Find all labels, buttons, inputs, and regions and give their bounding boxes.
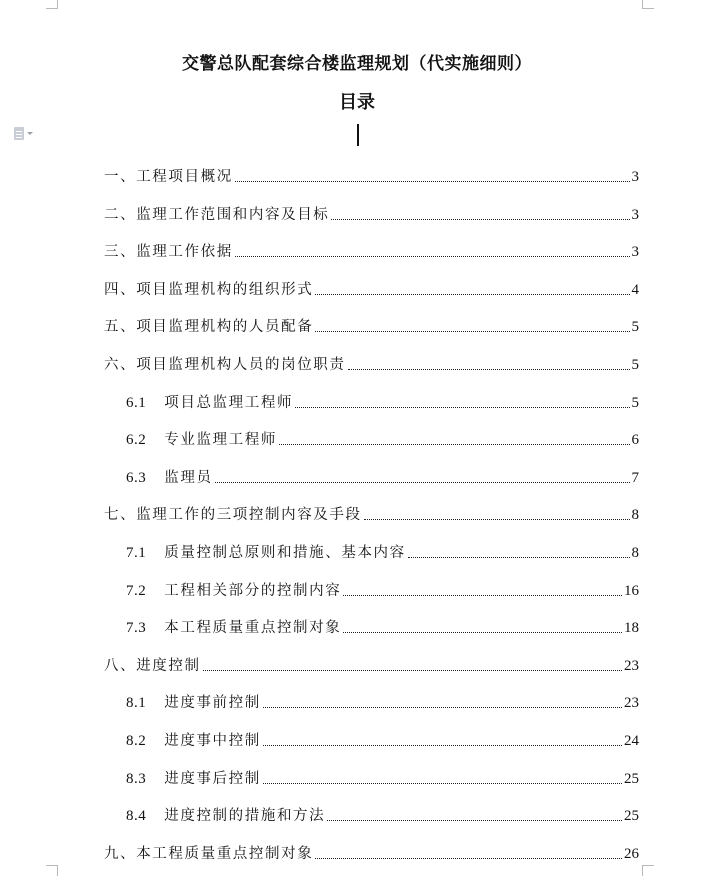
toc-entry-title: 进度控制的措施和方法 [164, 808, 326, 825]
toc-entry-number: 7.2 [126, 582, 147, 599]
toc-entry[interactable] [126, 388, 639, 412]
toc-entry[interactable] [126, 764, 639, 788]
toc-dot-leader [263, 783, 622, 784]
toc-page-number: 24 [624, 733, 639, 749]
toc-entry[interactable] [104, 237, 639, 261]
toc-entry-title: 进度事后控制 [164, 770, 261, 787]
toc-dot-leader [215, 482, 630, 483]
toc-entry-number: 6.2 [126, 432, 147, 449]
toc-dot-leader [331, 219, 629, 220]
page-corner-mark [46, 0, 58, 9]
toc-entry-number: 6.1 [126, 394, 147, 411]
toc-entry-title: 进度事前控制 [164, 695, 261, 712]
toc-dot-leader [295, 407, 629, 408]
chevron-down-icon [27, 132, 33, 135]
toc-dot-leader [235, 181, 630, 182]
toc-dot-leader [263, 745, 622, 746]
toc-page-number: 18 [624, 620, 639, 637]
toc-dot-leader [343, 632, 622, 633]
toc-entry[interactable] [104, 350, 639, 374]
toc-entry[interactable] [104, 162, 639, 186]
toc-dot-leader [315, 331, 629, 332]
toc-entry-number: 6.3 [126, 469, 147, 486]
toc-page-number: 23 [624, 695, 639, 712]
toc-page-number: 5 [631, 357, 639, 373]
toc-entry[interactable] [126, 576, 639, 600]
toc-entry[interactable] [104, 500, 639, 524]
toc-page-number: 3 [631, 169, 639, 185]
toc-page-number: 5 [631, 319, 639, 336]
page-corner-mark [642, 865, 654, 876]
toc-dot-leader [279, 444, 630, 445]
toc-entry[interactable] [104, 312, 639, 336]
toc-entry[interactable] [126, 688, 639, 712]
toc-entry-number: 8.2 [126, 733, 147, 749]
toc-entry-title: 五、项目监理机构的人员配备 [104, 319, 314, 336]
toc-entry-title: 六、项目监理机构人员的岗位职责 [104, 357, 346, 373]
toc-dot-leader [327, 820, 622, 821]
toc-page-number: 7 [631, 469, 639, 486]
toc-entry-title: 本工程质量重点控制对象 [164, 620, 342, 637]
page-corner-mark [46, 865, 58, 876]
toc-entry[interactable] [126, 463, 639, 487]
toc-entry[interactable] [104, 839, 639, 863]
toc-entry-title: 七、监理工作的三项控制内容及手段 [104, 507, 362, 524]
toc-dot-leader [408, 557, 630, 558]
toc-dot-leader [315, 294, 629, 295]
toc-entry[interactable] [104, 651, 639, 675]
toc-dot-leader [343, 595, 622, 596]
toc-page-number: 6 [631, 432, 639, 449]
toc-page-number: 3 [631, 206, 639, 223]
document-icon [14, 127, 24, 140]
toc-entry-title: 质量控制总原则和措施、基本内容 [164, 545, 406, 561]
toc-entry-title: 项目总监理工程师 [164, 394, 294, 411]
toc-entry[interactable] [126, 425, 639, 449]
toc-page-number: 3 [631, 244, 639, 261]
toc-entry-number: 8.1 [126, 695, 147, 712]
toc-entry-number: 7.3 [126, 620, 147, 637]
toc-entry-title: 四、项目监理机构的组织形式 [104, 281, 314, 298]
toc-page-number: 16 [624, 582, 639, 599]
toc-dot-leader [235, 256, 630, 257]
toc-page-number: 4 [631, 281, 639, 298]
text-cursor [357, 124, 359, 146]
toc-entry-title: 专业监理工程师 [164, 432, 277, 449]
toc-entry[interactable] [126, 801, 639, 825]
toc-dot-leader [203, 670, 622, 671]
toc-entry-number: 8.3 [126, 770, 147, 787]
toc-entry[interactable] [104, 200, 639, 224]
toc-page-number: 8 [631, 545, 639, 561]
toc-entry[interactable] [126, 613, 639, 637]
toc-heading: 目录 [339, 92, 375, 113]
toc-dot-leader [348, 369, 630, 370]
toc-entry-title: 监理员 [164, 469, 213, 486]
toc-dot-leader [364, 519, 630, 520]
page-corner-mark [642, 0, 654, 9]
toc-dot-leader [263, 707, 622, 708]
toc-entry[interactable] [126, 726, 639, 750]
toc-entry-title: 二、监理工作范围和内容及目标 [104, 206, 330, 223]
toc-dot-leader [315, 858, 622, 859]
toc-entry-title: 三、监理工作依据 [104, 244, 233, 261]
toc-entry[interactable] [126, 538, 639, 562]
paragraph-options-icon[interactable] [14, 126, 38, 140]
toc-entry-title: 九、本工程质量重点控制对象 [104, 845, 314, 862]
toc-page-number: 26 [624, 845, 639, 862]
toc-entry-number: 7.1 [126, 545, 147, 561]
toc-entry[interactable] [104, 275, 639, 299]
toc-page-number: 25 [624, 770, 639, 787]
toc-entry-title: 工程相关部分的控制内容 [164, 582, 342, 599]
toc-entry-title: 进度事中控制 [164, 733, 261, 749]
toc-entry-number: 8.4 [126, 808, 147, 825]
toc-page-number: 8 [631, 507, 639, 524]
toc-page-number: 25 [624, 808, 639, 825]
toc-entry-title: 一、工程项目概况 [104, 169, 233, 185]
toc-entry-title: 八、进度控制 [104, 657, 201, 674]
document-title: 交警总队配套综合楼监理规划（代实施细则） [182, 54, 532, 74]
toc-page-number: 5 [631, 394, 639, 411]
toc-page-number: 23 [624, 657, 639, 674]
